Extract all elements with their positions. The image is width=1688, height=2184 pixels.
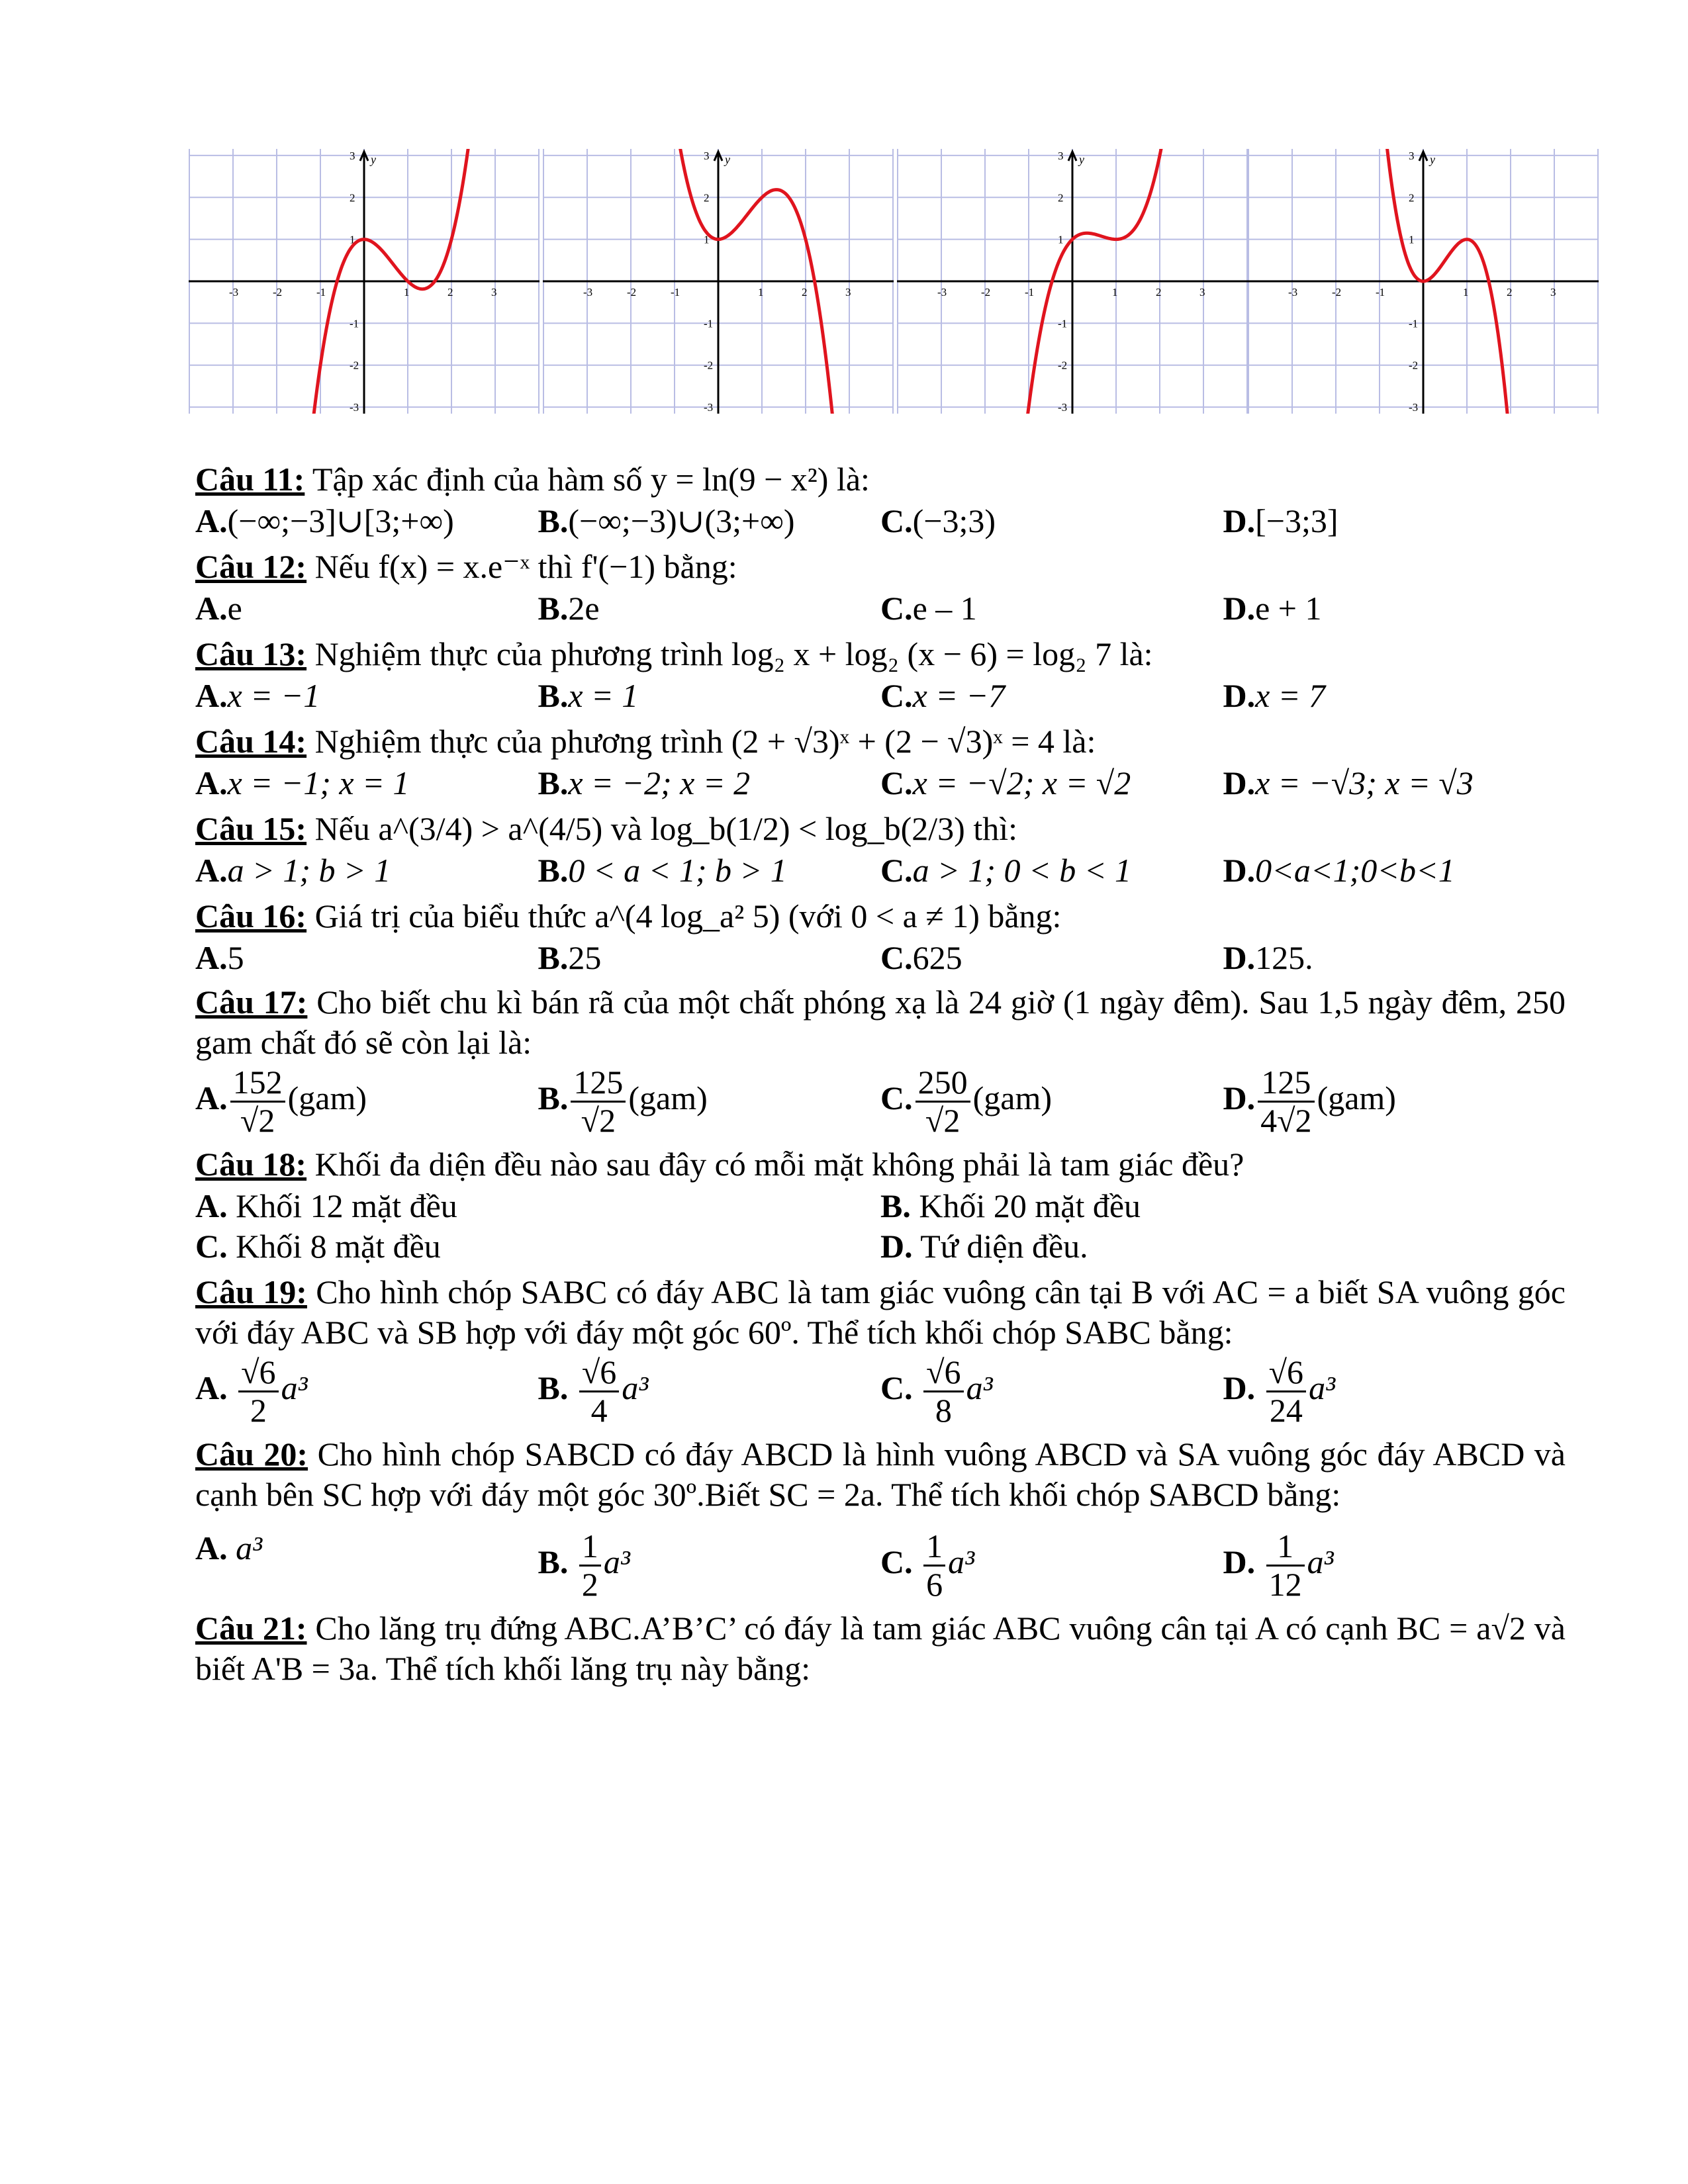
option-a[interactable]: A. $\frac{152}{√2}$ (gam) — [195, 1064, 367, 1139]
option-d[interactable]: D. $\frac{1}{12}$ a³ — [1223, 1527, 1334, 1603]
option-d[interactable]: D.e + 1 — [1223, 590, 1322, 627]
option-d[interactable]: D.x = 7 — [1223, 677, 1326, 714]
option-b[interactable]: B.25 — [538, 939, 602, 976]
question-text: Cho hình chóp SABC có đáy ABC là tam giác vuông cân tại B với AC = a biết SA vuông góc với đáy ABC và SB hợp với đáy một góc 60º. Thể tích khối chóp SABC bằng: — [195, 1273, 1566, 1351]
option-c[interactable]: C.(−3;3) — [880, 502, 996, 539]
question-text: Nghiệm thực của phương trình log₂ x + log₂ (x − 6) = log₂ 7 là: — [314, 635, 1153, 672]
option-b[interactable]: B. $\frac{√6}{4}$ a³ — [538, 1353, 649, 1429]
question-label: Câu 13: — [195, 635, 307, 672]
option-b[interactable]: B. $\frac{125}{√2}$ (gam) — [538, 1064, 708, 1139]
y-tick-label: -1 — [350, 317, 359, 330]
option-d[interactable]: D. $\frac{125}{4√2}$ (gam) — [1223, 1064, 1396, 1139]
x-tick-label: -3 — [583, 286, 593, 298]
y-tick-label: 3 — [1058, 149, 1064, 162]
option-a[interactable]: A.x = −1; x = 1 — [195, 764, 410, 801]
option-a[interactable]: A. a³ — [195, 1529, 263, 1567]
option-b[interactable]: B. $\frac{1}{2}$ a³ — [538, 1527, 630, 1603]
option-a[interactable]: A. Khối 12 mặt đều — [195, 1187, 457, 1224]
option-d[interactable]: D.x = −√3; x = √3 — [1223, 764, 1474, 801]
options — [195, 1354, 1566, 1429]
question-list — [195, 455, 1566, 1689]
option-c[interactable]: C. $\frac{1}{6}$ a³ — [880, 1527, 975, 1603]
x-tick-label: -1 — [316, 286, 326, 298]
option-b[interactable]: B.2e — [538, 590, 600, 627]
x-tick-label: -1 — [1025, 286, 1035, 298]
x-tick-label: 2 — [802, 286, 808, 298]
x-tick-label: -2 — [1332, 286, 1342, 298]
y-tick-label: -3 — [704, 401, 714, 414]
question-21 — [195, 1608, 1566, 1689]
question-label: Câu 16: — [195, 897, 307, 934]
question-label: Câu 11: — [195, 461, 305, 498]
graph-d — [1248, 149, 1599, 414]
question-label: Câu 14: — [195, 723, 307, 760]
question-label: Câu 15: — [195, 810, 307, 847]
options — [195, 1528, 1566, 1603]
question-14 — [195, 721, 1566, 803]
option-d[interactable]: D.125. — [1223, 939, 1313, 976]
question-text: Nghiệm thực của phương trình (2 + √3)ˣ + (2 − √3)ˣ = 4 là: — [314, 723, 1096, 760]
y-tick-label: -2 — [1058, 359, 1068, 372]
y-tick-label: 3 — [1409, 149, 1415, 162]
question-text: Giá trị của biểu thức a^(4 log_a² 5) (với 0 < a ≠ 1) bằng: — [314, 897, 1062, 934]
y-tick-label: 1 — [704, 233, 710, 246]
x-tick-label: 3 — [491, 286, 497, 298]
option-b[interactable]: B.(−∞;−3)∪(3;+∞) — [538, 502, 795, 539]
x-tick-label: -2 — [981, 286, 991, 298]
option-c[interactable]: C. $\frac{√6}{8}$ a³ — [880, 1353, 993, 1429]
x-tick-label: -1 — [671, 286, 680, 298]
x-tick-label: -3 — [937, 286, 947, 298]
option-d[interactable]: D.0<a<1;0<b<1 — [1223, 852, 1455, 889]
option-c[interactable]: C.625 — [880, 939, 962, 976]
x-tick-label: 1 — [1112, 286, 1118, 298]
x-tick-label: 1 — [404, 286, 410, 298]
y-axis-label: y — [371, 153, 376, 166]
option-d[interactable]: D. $\frac{√6}{24}$ a³ — [1223, 1353, 1336, 1429]
question-13 — [195, 634, 1566, 716]
option-c[interactable]: C.x = −√2; x = √2 — [880, 764, 1131, 801]
y-axis-label: y — [725, 153, 730, 166]
option-a[interactable]: A.(−∞;−3]∪[3;+∞) — [195, 502, 454, 539]
y-tick-label: 2 — [704, 191, 710, 205]
question-text: Nếu f(x) = x.e⁻ˣ thì f'(−1) bằng: — [314, 548, 737, 585]
graph-b — [543, 149, 894, 414]
option-c[interactable]: C.e – 1 — [880, 590, 977, 627]
option-a[interactable]: A.a > 1; b > 1 — [195, 852, 391, 889]
x-tick-label: 1 — [1463, 286, 1469, 298]
y-tick-label: -1 — [1058, 317, 1068, 330]
question-text: Cho lăng trụ đứng ABC.A’B’C’ có đáy là tam giác ABC vuông cân tại A có cạnh BC = a√2 và biết A'B = 3a. Thể tích khối lăng trụ này bằng: — [195, 1610, 1566, 1687]
question-18 — [195, 1144, 1566, 1267]
graph-c — [897, 149, 1248, 414]
options — [195, 1064, 1566, 1139]
question-16 — [195, 896, 1566, 978]
option-b[interactable]: B. Khối 20 mặt đều — [880, 1187, 1141, 1224]
y-tick-label: 2 — [1409, 191, 1415, 205]
question-label: Câu 17: — [195, 983, 308, 1021]
question-label: Câu 12: — [195, 548, 307, 585]
question-11 — [195, 459, 1566, 541]
y-tick-label: -3 — [1409, 401, 1419, 414]
option-c[interactable]: C. Khối 8 mặt đều — [195, 1228, 441, 1265]
x-tick-label: -3 — [229, 286, 239, 298]
y-tick-label: 2 — [350, 191, 355, 205]
x-tick-label: 3 — [1199, 286, 1205, 298]
question-text: Tập xác định của hàm số y = ln(9 − x²) là: — [312, 461, 870, 498]
question-20 — [195, 1434, 1566, 1603]
x-tick-label: -2 — [627, 286, 637, 298]
question-19 — [195, 1272, 1566, 1429]
question-label: Câu 20: — [195, 1435, 308, 1473]
y-tick-label: -3 — [350, 401, 359, 414]
option-a[interactable]: A.x = −1 — [195, 677, 320, 714]
options — [195, 763, 1566, 803]
question-12 — [195, 547, 1566, 629]
option-c[interactable]: C.x = −7 — [880, 677, 1006, 714]
x-tick-label: -1 — [1376, 286, 1385, 298]
options — [195, 938, 1566, 978]
y-tick-label: 2 — [1058, 191, 1064, 205]
x-tick-label: 1 — [758, 286, 764, 298]
x-tick-label: 3 — [1550, 286, 1556, 298]
y-tick-label: -3 — [1058, 401, 1068, 414]
function-graphs — [189, 149, 1599, 414]
option-b[interactable]: B.x = −2; x = 2 — [538, 764, 751, 801]
x-tick-label: -3 — [1288, 286, 1298, 298]
y-tick-label: -2 — [1409, 359, 1419, 372]
option-d[interactable]: D. Tứ diện đều. — [880, 1228, 1088, 1265]
option-a[interactable]: A.e — [195, 590, 242, 627]
x-tick-label: 2 — [1156, 286, 1162, 298]
x-tick-label: 2 — [1507, 286, 1513, 298]
question-text: Cho biết chu kì bán rã của một chất phóng xạ là 24 giờ (1 ngày đêm). Sau 1,5 ngày đêm, 250 gam chất đó sẽ còn lại là: — [195, 983, 1566, 1061]
y-tick-label: -2 — [350, 359, 359, 372]
options — [195, 850, 1566, 891]
y-tick-label: 1 — [1409, 233, 1415, 246]
question-17 — [195, 982, 1566, 1139]
option-b[interactable]: B.0 < a < 1; b > 1 — [538, 852, 787, 889]
x-tick-label: 2 — [447, 286, 453, 298]
option-c[interactable]: C. $\frac{250}{√2}$ (gam) — [880, 1064, 1052, 1139]
y-tick-label: -2 — [704, 359, 714, 372]
y-tick-label: 1 — [350, 233, 355, 246]
option-b[interactable]: B.x = 1 — [538, 677, 639, 714]
options — [195, 588, 1566, 629]
question-text: Cho hình chóp SABCD có đáy ABCD là hình vuông ABCD và SA vuông góc đáy ABCD và cạnh bên SC hợp với đáy một góc 30º.Biết SC = 2a. Thể tích khối chóp SABCD bằng: — [195, 1435, 1566, 1513]
question-label: Câu 21: — [195, 1610, 307, 1647]
question-15 — [195, 809, 1566, 891]
x-tick-label: 3 — [845, 286, 851, 298]
question-label: Câu 19: — [195, 1273, 307, 1310]
question-text: Nếu a^(3/4) > a^(4/5) và log_b(1/2) < log_b(2/3) thì: — [314, 810, 1018, 847]
options — [195, 501, 1566, 541]
y-tick-label: 3 — [704, 149, 710, 162]
question-label: Câu 18: — [195, 1146, 307, 1183]
x-tick-label: -2 — [273, 286, 283, 298]
option-c[interactable]: C.a > 1; 0 < b < 1 — [880, 852, 1131, 889]
graph-a — [189, 149, 539, 414]
options — [195, 676, 1566, 716]
option-a[interactable]: A. $\frac{√6}{2}$ a³ — [195, 1353, 308, 1429]
y-tick-label: 3 — [350, 149, 355, 162]
options — [195, 1186, 1566, 1267]
y-tick-label: -1 — [1409, 317, 1419, 330]
option-a[interactable]: A.5 — [195, 939, 244, 976]
question-text: Khối đa diện đều nào sau đây có mỗi mặt không phải là tam giác đều? — [314, 1146, 1244, 1183]
y-tick-label: 1 — [1058, 233, 1064, 246]
y-tick-label: -1 — [704, 317, 714, 330]
option-d[interactable]: D.[−3;3] — [1223, 502, 1338, 539]
y-axis-label: y — [1079, 153, 1084, 166]
y-axis-label: y — [1430, 153, 1435, 166]
